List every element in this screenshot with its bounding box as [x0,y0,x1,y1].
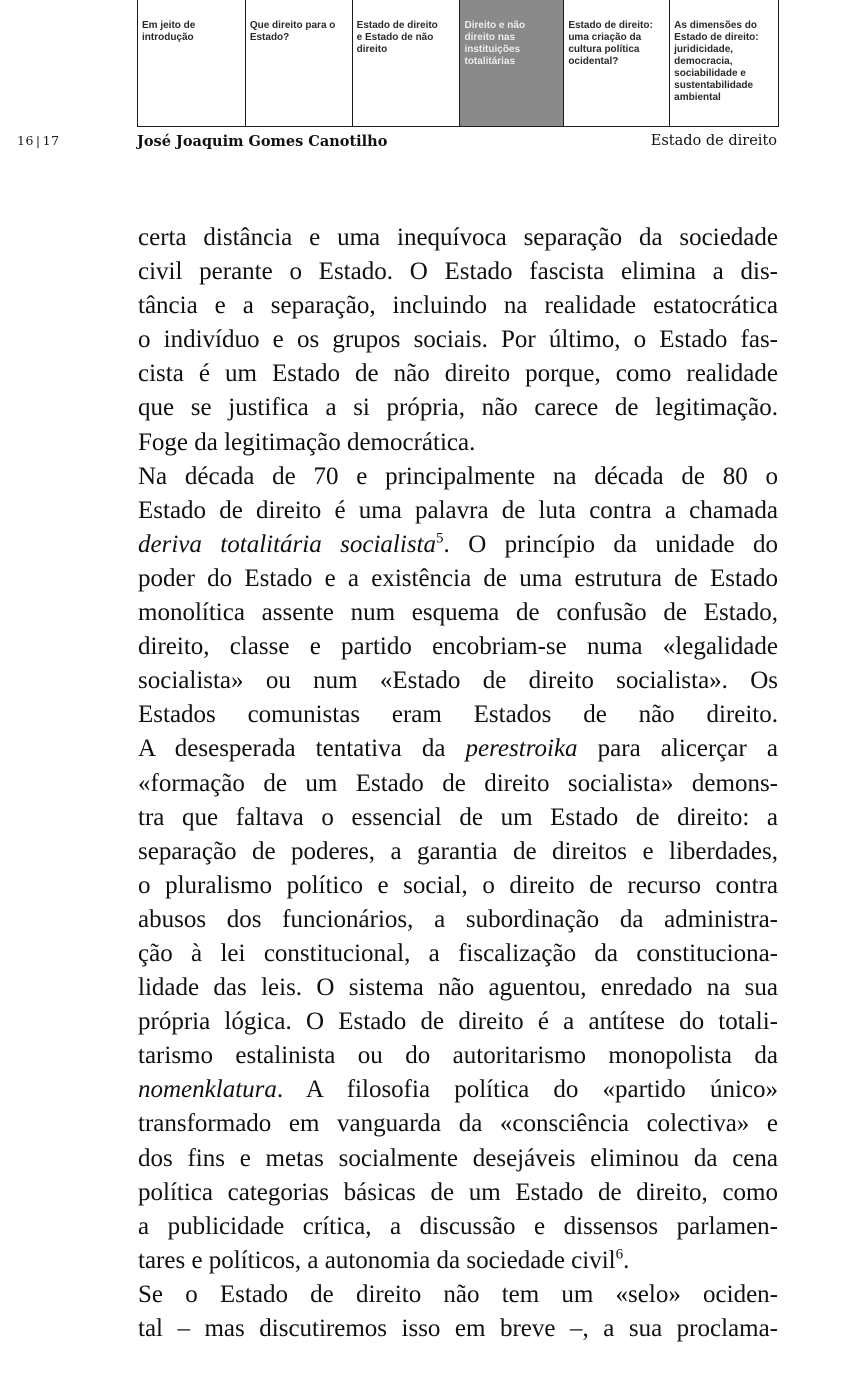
text-fragment: Se o Estado de direito não tem um «selo» ociden- [138,1280,778,1308]
text-fragment: civil perante o Estado. O Estado fascista elimina a dis- [138,258,778,286]
text-line [138,664,778,698]
text-line [138,1039,778,1073]
text-fragment: separação de poderes, a garantia de direitos e liberdades, [138,837,778,865]
text-line [138,255,778,289]
text-line [138,1244,778,1278]
text-fragment: monolítica assente num esquema de confusão de Estado, [138,599,778,627]
text-line [138,1005,778,1039]
text-fragment: . O princípio da unidade do [443,530,778,558]
text-fragment: A desesperada tentativa da [138,735,466,763]
text-fragment: o indivíduo e os grupos sociais. Por último, o Estado fas- [138,326,778,354]
text-fragment: que se justifica a si própria, não carece de legitimação. [138,394,778,422]
nav-cell-label: Que direito para o Estado? [249,20,336,43]
text-fragment: direito, classe e partido encobriam-se numa «legalidade [138,633,778,661]
text-fragment: Estados comunistas eram Estados de não direito. [138,701,778,729]
nav-cell-dimensions[interactable] [670,0,779,126]
running-header [0,133,841,157]
chapter-navigation [137,0,779,127]
text-line [138,937,778,971]
text-line [138,767,778,801]
text-fragment: certa distância e uma inequívoca separação da sociedade [138,224,778,251]
text-fragment: «formação de um Estado de direito socialista» demons- [138,769,778,797]
italic-term: deriva totalitária socialista [138,530,436,558]
text-fragment: lidade das leis. O sistema não aguentou, enredado na sua [138,974,778,1002]
text-fragment: tra que faltava o essencial de um Estado de direito: a [138,803,778,831]
text-line [138,562,778,596]
text-line [138,1210,778,1244]
text-fragment: política categorias básicas de um Estado de direito, como [138,1178,778,1206]
text-line [138,903,778,937]
text-fragment: socialista» ou num «Estado de direito socialista». Os [138,667,778,695]
text-line [138,426,778,460]
page-number-left: 16 [17,133,34,148]
nav-cell-western-culture[interactable] [564,0,670,126]
text-line [138,391,778,425]
text-fragment: a publicidade crítica, a discussão e dissensos parlamen- [138,1212,778,1240]
page-number-separator: | [35,133,41,148]
text-fragment: para alicerçar a [577,735,778,763]
text-line [138,971,778,1005]
text-fragment: transformado em vanguarda da «consciência colectiva» e [138,1110,778,1138]
nav-cell-label: Estado de direito e Estado de não direito [356,20,438,55]
body-text [138,221,778,1346]
nav-cell-totalitarian-institutions-active[interactable] [460,0,564,126]
text-fragment: tal – mas discutiremos isso em breve –, a sua proclama- [138,1315,778,1342]
text-fragment: abusos dos funcionários, a subordinação da administra- [138,905,778,933]
section-title: Estado de direito [650,133,777,149]
text-fragment: cista é um Estado de não direito porque, como realidade [138,360,778,388]
footnote-reference[interactable]: 5 [436,530,444,547]
text-line [138,698,778,732]
text-line [138,289,778,323]
text-line [138,801,778,835]
footnote-reference[interactable]: 6 [615,1246,624,1263]
text-line [138,630,778,664]
text-line [138,835,778,869]
text-line [138,1278,778,1312]
nav-cell-label: As dimensões do Estado de direito: juridicidade, democracia, sociabilidade e sustentabilidade ambiental [674,20,759,103]
author-name: José Joaquim Gomes Canotilho [137,133,388,150]
text-fragment: própria lógica. O Estado de direito é a antítese do totali- [138,1008,778,1036]
text-line [138,528,778,562]
text-line [138,1142,778,1176]
italic-term: nomenklatura [138,1076,277,1104]
text-fragment: Foge da legitimação democrática. [138,428,476,456]
nav-cell-label: Em jeito de introdução [142,20,196,43]
nav-cell-rule-of-law[interactable] [353,0,461,126]
nav-cell-introduction[interactable] [138,0,246,126]
italic-term: perestroika [465,735,578,763]
text-fragment: tância e a separação, incluindo na realidade estatocrática [138,292,778,320]
text-fragment: ção à lei constitucional, a fiscalização da constituciona- [138,939,778,967]
text-line [138,1312,778,1346]
text-line [138,869,778,903]
text-fragment: . A filosofia política do «partido único» [276,1076,778,1104]
text-fragment: tares e políticos, a autonomia da sociedade civil [138,1246,616,1274]
text-line [138,323,778,357]
nav-cell-label: Estado de direito: uma criação da cultura política ocidental? [568,20,653,67]
text-line [138,460,778,494]
text-fragment: o pluralismo político e social, o direito de recurso contra [138,871,778,899]
text-fragment: poder do Estado e a existência de uma estrutura de Estado [138,564,778,592]
text-line [138,1176,778,1210]
text-line [138,1107,778,1141]
text-line [138,357,778,391]
text-line [138,221,778,255]
nav-cell-which-law[interactable] [246,0,353,126]
nav-cell-label: Direito e não direito nas instituições totalitárias [464,20,526,67]
text-fragment: dos fins e metas socialmente desejáveis eliminou da cena [138,1144,778,1172]
page-number-right: 17 [42,133,60,148]
text-line [138,732,778,766]
text-fragment: Na década de 70 e principalmente na década de 80 o [138,462,778,490]
text-line [138,596,778,630]
text-fragment: . [623,1246,630,1274]
page-numbers [17,133,60,148]
text-fragment: Estado de direito é uma palavra de luta contra a chamada [138,496,778,524]
text-fragment: tarismo estalinista ou do autoritarismo monopolista da [138,1042,778,1070]
text-line [138,494,778,528]
text-line [138,1073,778,1107]
